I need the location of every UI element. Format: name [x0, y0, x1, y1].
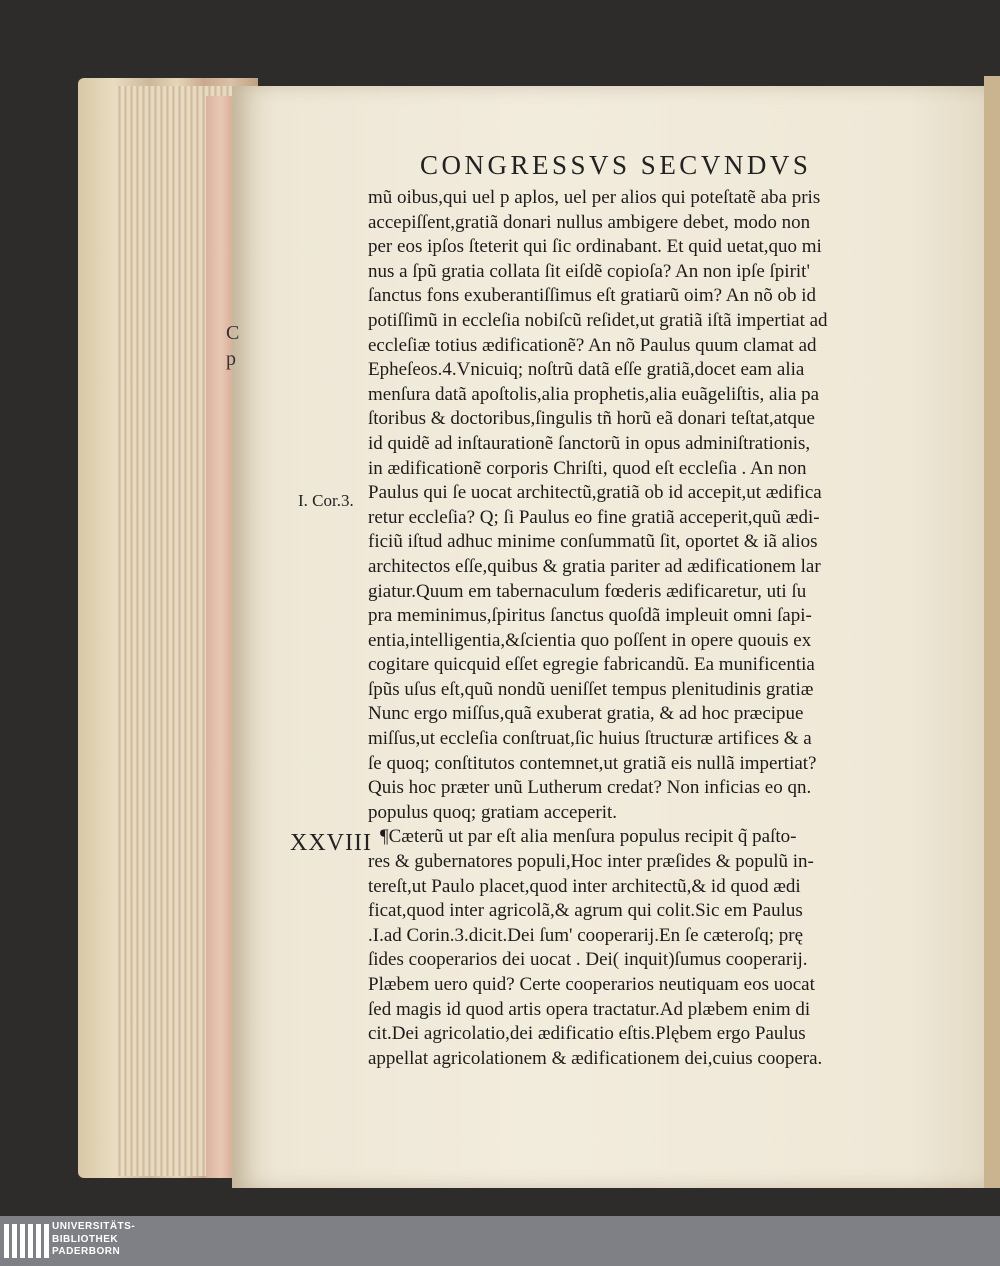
body-text: [368, 186, 928, 1071]
text-line: in ædificationẽ corporis Chriſti, quod eſt eccleſia . An non: [368, 457, 807, 479]
text-line: Nunc ergo miſſus,quã exuberat gratia, & ad hoc præcipue: [368, 703, 804, 725]
text-line: ſed magis id quod artis opera tractatur.Ad plæbem enim di: [368, 998, 811, 1020]
library-footer: [0, 1216, 1000, 1266]
library-name-line: PADERBORN: [52, 1246, 121, 1257]
margin-fragment-line: C: [226, 322, 240, 344]
section-number: XXVIII: [290, 830, 372, 856]
text-line: entia,intelligentia,&ſcientia quo poſſent in opere quouis ex: [368, 629, 812, 651]
library-logo-icon: [4, 1224, 49, 1258]
text-line: giatur.Quum em tabernaculum fœderis ædificaretur, uti ſu: [368, 580, 807, 602]
text-line: res & gubernatores populi,Hoc inter præſides & populũ in-: [368, 851, 814, 873]
text-line: menſura datã apoſtolis,alia prophetis,alia euãgeliſtis, alia pa: [368, 383, 820, 405]
text-line: ſe quoq; conſtitutos contemnet,ut gratiã eis nullã impertiat?: [368, 752, 817, 774]
library-name-line: UNIVERSITÄTS-: [52, 1221, 136, 1232]
text-line: Plæbem uero quid? Certe cooperarios neutiquam eos uocat: [368, 974, 815, 995]
text-line: eccleſiæ totius ædificationẽ? An nõ Paulus quum clamat ad: [368, 334, 817, 356]
text-line: ſpũs uſus eſt,quũ nondũ ueniſſet tempus plenitudinis gratiæ: [368, 678, 814, 700]
text-line: Paulus qui ſe uocat architectũ,gratiã ob id accepit,ut ædifica: [368, 482, 822, 504]
text-line: Quis hoc præter unũ Lutherum credat? Non inficias eo qn.: [368, 777, 812, 799]
text-line: ficat,quod inter agricolã,& agrum qui colit.Sic em Paulus: [368, 900, 803, 922]
text-line: nus a ſpũ gratia collata ſit eiſdẽ copioſa? An non ipſe ſpirit': [368, 260, 810, 282]
text-line: ficiũ iſtud adhuc minime conſummatũ ſit, oportet & iã alios: [368, 531, 818, 553]
text-line: appellat agricolationem & ædificationem dei,cuius coopera.: [368, 1047, 823, 1069]
text-line: id quidẽ ad inſtaurationẽ ſanctorũ in opus adminiſtrationis,: [368, 432, 811, 454]
left-margin-fragment: [226, 320, 239, 372]
margin-reference: I. Cor.3.: [298, 491, 354, 510]
text-line: populus quoq; gratiam acceperit.: [368, 801, 618, 823]
next-page-strip: [984, 76, 1000, 1188]
text-line: pra meminimus,ſpiritus ſanctus quoſdã impleuit omni ſapi-: [368, 605, 812, 627]
text-line: ſtoribus & doctoribus,ſingulis tñ horũ eã donari teſtat,atque: [368, 408, 815, 430]
margin-fragment-line: p: [226, 348, 236, 370]
text-line: per eos ipſos ſteterit qui ſic ordinabant. Et quid uetat,quo mi: [368, 236, 822, 258]
text-line: cit.Dei agricolatio,dei ædificatio eſtis.Plębem ergo Paulus: [368, 1023, 806, 1045]
text-line: .I.ad Corin.3.dicit.Dei ſum' cooperarij.En ſe cæteroſq; prę: [368, 924, 804, 946]
text-line: architectos eſſe,quibus & gratia pariter ad ædificationem lar: [368, 555, 821, 577]
text-line: ſanctus fons exuberantiſſimus eſt gratiarũ oim? An nõ ob id: [368, 285, 816, 307]
text-line: cogitare quicquid eſſet egregie fabricandũ. Ea munificentia: [368, 654, 815, 676]
text-line: miſſus,ut eccleſia conſtruat,ſic huius ſtructuræ artifices & a: [368, 728, 812, 750]
running-header: CONGRESSVS SECVNDVS: [420, 150, 812, 180]
library-name: [52, 1221, 135, 1259]
text-line: ſides cooperarios dei uocat . Dei( inquit)ſumus cooperarij.: [368, 949, 808, 971]
text-line: retur eccleſia? Q; ſi Paulus eo fine gratiã acceperit,quũ ædi-: [368, 506, 820, 528]
text-line: accepiſſent,gratiã donari nullus ambigere debet, modo non: [368, 211, 811, 233]
text-line: Epheſeos.4.Vnicuiq; noſtrũ datã eſſe gratiã,docet eam alia: [368, 359, 805, 381]
text-line: mũ oibus,qui uel p aplos, uel per alios qui poteſtatẽ aba pris: [368, 187, 821, 208]
text-line: ¶Cæterũ ut par eſt alia menſura populus recipit q̃ paſto-: [380, 826, 797, 848]
text-line: potiſſimũ in eccleſia nobiſcũ reſidet,ut gratiã iſtã impertiat ad: [368, 309, 828, 331]
text-line: tereſt,ut Paulo placet,quod inter architectũ,& id quod ædi: [368, 875, 801, 897]
library-name-line: BIBLIOTHEK: [52, 1233, 119, 1245]
